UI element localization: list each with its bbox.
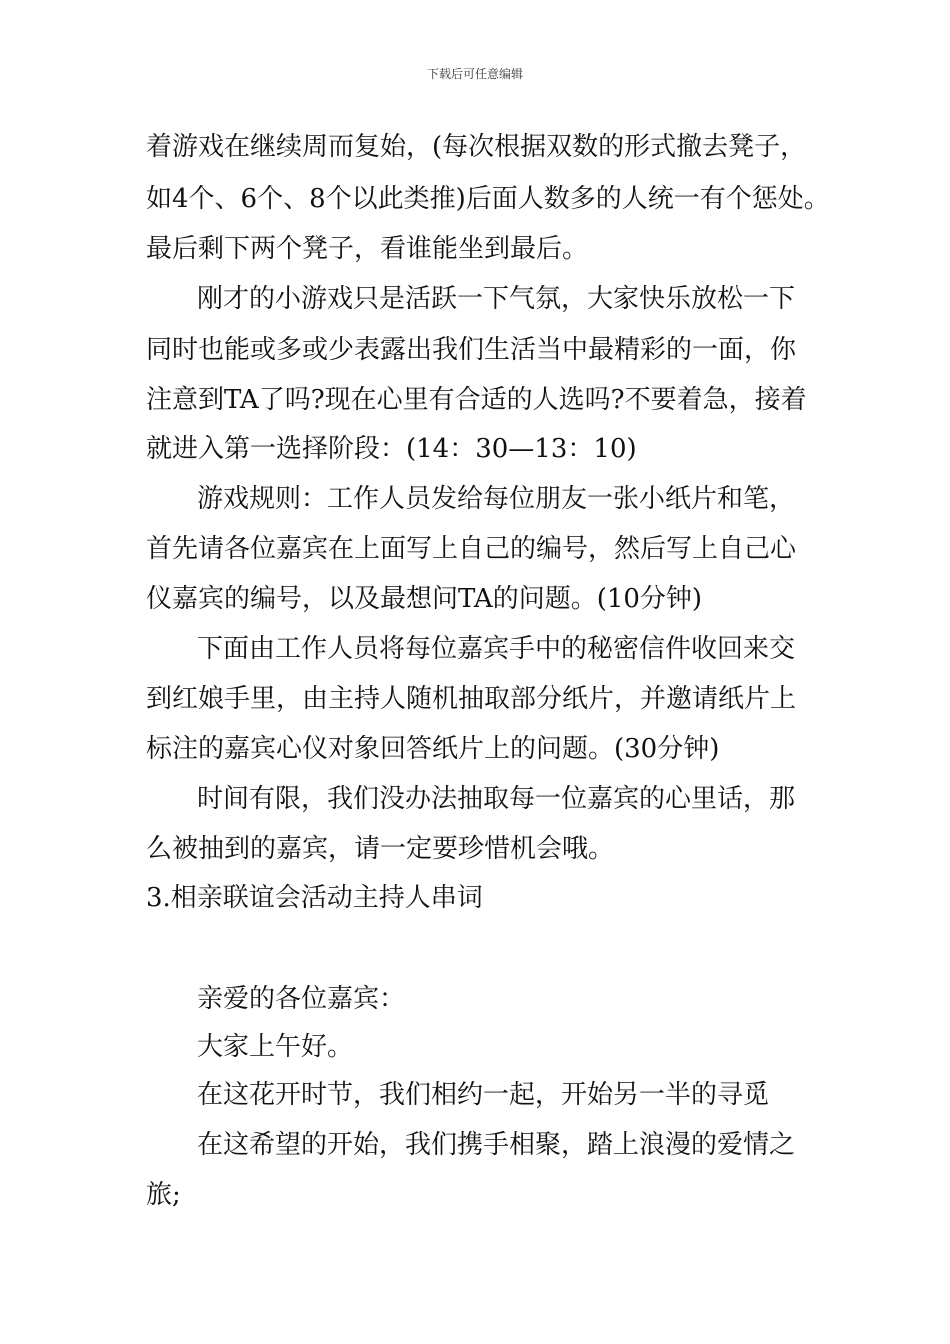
text-line: 大家上午好。 <box>197 1032 354 1062</box>
text-line: 就进入第一选择阶段：(14：30—13：10) <box>146 434 637 464</box>
text-line: 在这花开时节，我们相约一起，开始另一半的寻觅 <box>197 1080 770 1110</box>
text-line: 同时也能或多或少表露出我们生活当中最精彩的一面，你 <box>146 335 797 365</box>
text-line: 着游戏在继续周而复始，(每次根据双数的形式撤去凳子， <box>146 132 807 162</box>
text-line: 下面由工作人员将每位嘉宾手中的秘密信件收回来交 <box>197 634 796 664</box>
text-line: 标注的嘉宾心仪对象回答纸片上的问题。(30分钟) <box>146 734 720 764</box>
text-line: 注意到TA了吗?现在心里有合适的人选吗?不要着急，接着 <box>146 385 807 415</box>
text-line: 在这希望的开始，我们携手相聚，踏上浪漫的爱情之 <box>197 1130 796 1160</box>
page-header-note: 下载后可任意编辑 <box>426 67 523 81</box>
text-line: 首先请各位嘉宾在上面写上自己的编号，然后写上自己心 <box>146 534 797 564</box>
text-line: 亲爱的各位嘉宾： <box>197 984 406 1014</box>
text-line: 时间有限，我们没办法抽取每一位嘉宾的心里话，那 <box>197 784 796 814</box>
text-line: 如4个、6个、8个以此类推)后面人数多的人统一有个惩处。 <box>146 184 830 214</box>
text-line: 么被抽到的嘉宾，请一定要珍惜机会哦。 <box>146 834 615 864</box>
text-line: 旅; <box>146 1180 181 1210</box>
text-line: 最后剩下两个凳子，看谁能坐到最后。 <box>146 234 589 264</box>
text-line: 刚才的小游戏只是活跃一下气氛，大家快乐放松一下 <box>197 284 796 314</box>
section-heading: 3.相亲联谊会活动主持人串词 <box>146 883 483 913</box>
text-line: 到红娘手里，由主持人随机抽取部分纸片，并邀请纸片上 <box>146 684 797 714</box>
text-line: 仪嘉宾的编号，以及最想问TA的问题。(10分钟) <box>146 584 703 614</box>
text-line: 游戏规则：工作人员发给每位朋友一张小纸片和笔， <box>197 484 796 514</box>
